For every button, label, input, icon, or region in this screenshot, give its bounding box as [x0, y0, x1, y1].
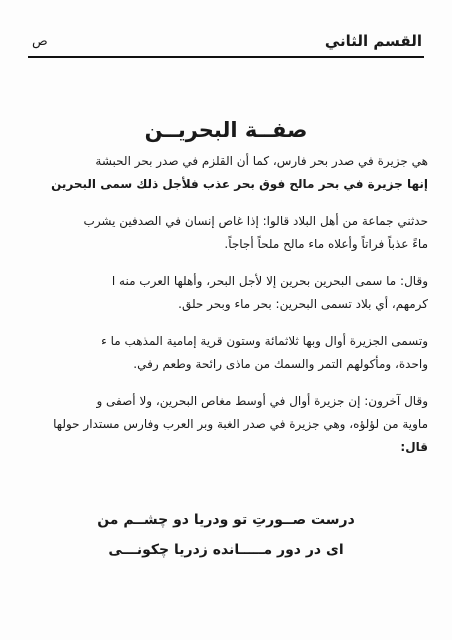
paragraph-3: [30, 270, 428, 316]
paragraph-4: [30, 330, 428, 376]
verse-line-1: درست صــورتِ تو ودريا دو چشــم من: [97, 512, 355, 528]
paragraph-5: [30, 390, 428, 459]
text-line: وقال: ما سمى البحرين بحرين إلا لأجل البحر، وأهلها العرب منه ا: [111, 274, 428, 288]
page-header: [28, 30, 424, 58]
chapter-title: صفــة البحريــن: [144, 118, 308, 142]
paragraph-2: [30, 210, 428, 256]
paragraph-1: [30, 150, 428, 196]
text-line: ماوية من لؤلؤه، وهي جزيرة في صدر الغبة وبر العرب وفارس مستدار حولها: [53, 417, 428, 431]
text-line: وقال آخرون: إن جزيرة أوال في أوسط مغاص البحرين، ولا أصفى و: [96, 394, 428, 408]
text-line: حدثني جماعة من أهل البلاد قالوا: إذا غاص إنسان في الصدفين يشرب: [83, 214, 428, 228]
section-title: القسم الثاني: [324, 32, 422, 50]
text-line: هي جزيرة في صدر بحر فارس، كما أن القلزم في صدر بحر الحبشة: [95, 154, 428, 168]
text-line: واحدة، ومأكولهم التمر والسمك من ماذى رائحة وطعم رفي.: [133, 357, 428, 371]
text-line: كرمهم، أي بلاد تسمى البحرين: بحر ماء وبحر حلق.: [178, 297, 428, 311]
text-line: وتسمى الجزيرة أوال وبها ثلاثمائة وستون قرية إمامية المذهب ما ء: [101, 334, 428, 348]
text-line: قال:: [400, 440, 428, 454]
page-number: ص: [32, 34, 48, 49]
verse-line-2: اى در دور مـــــانده زدريا چكونـــى: [108, 542, 344, 558]
body-text: [30, 150, 428, 473]
text-line: إنها جزيرة في بحر مالح فوق بحر عذب فلأجل ذلك سمى البحرين: [51, 177, 428, 191]
text-line: ماءً عذباً فراتاً وأعلاه ماء مالح ملحاً أجاجاً.: [224, 237, 428, 251]
